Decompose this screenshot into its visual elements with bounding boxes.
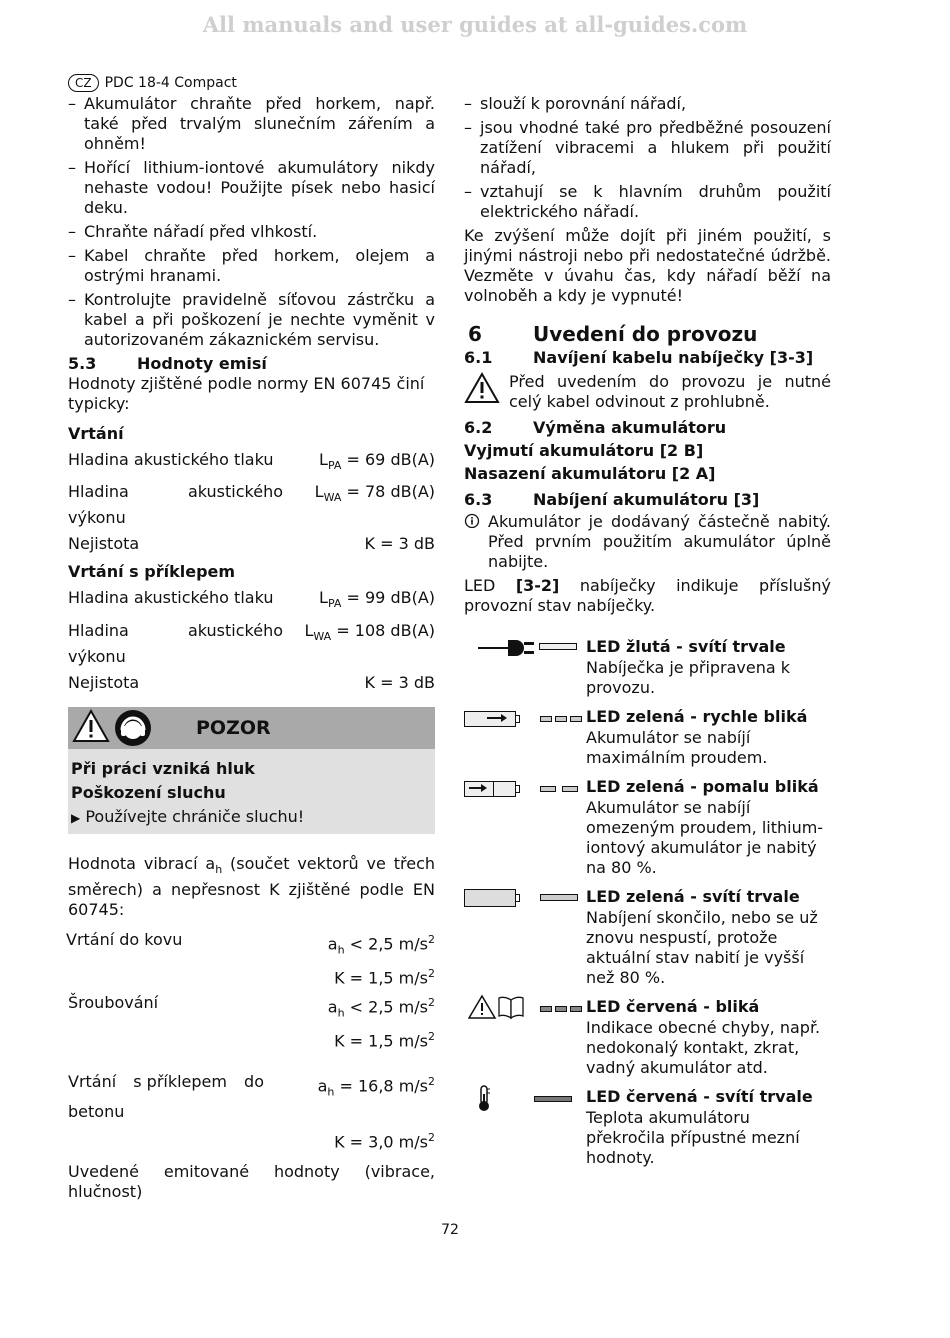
led-fast-blink-icon [540, 716, 582, 722]
led-text: Nabíjení skončilo, nebo se už znovu nespustí, protože aktuální stav nabití je vyšší než 80 %. [586, 908, 818, 987]
led-text: Indikace obecné chyby, např. nedokonalý kontakt, zkrat, vadný akumulátor atd. [586, 1018, 821, 1077]
warning-instruction: ▶ Používejte chrániče sluchu! [71, 806, 305, 826]
led-title: LED zelená - rychle bliká [586, 707, 808, 726]
warning-box [68, 707, 435, 834]
warning-line: Při práci vzniká hluk [71, 758, 255, 778]
cable-warning [464, 372, 831, 412]
cable-warning-text: Před uvedením do provozu je nutné celý kabel odvinout z prohlubně. [509, 372, 831, 411]
hammer-heading: Vrtání s příklepem [68, 562, 236, 582]
led-title: LED červená - bliká [586, 997, 760, 1016]
info-icon [464, 512, 488, 572]
warning-body [68, 749, 435, 834]
vib-metal-row: Vrtání do kovu $a_h < 2,5$ $m/s^2$ [66, 929, 435, 957]
vibration-intro: Hodnota vibrací $a_h$ (součet vektorů ve třech směrech) a nepřesnost K zjištěné podle EN 60745: [68, 853, 435, 919]
list-item: – Kontrolujte pravidelně síťovou zástrčku a kabel a při poškození je nechte vyměnit v autorizovaném zákaznickém servisu. [68, 290, 435, 350]
warning-line: Poškození sluchu [71, 782, 226, 802]
led-intro: LED [3-2] nabíječky indikuje příslušný provozní stav nabíječky. [464, 576, 831, 615]
section-heading-6-3: 6.3 Nabíjení akumulátoru [3] [464, 490, 760, 509]
led-status-item [464, 776, 831, 878]
drill-pressure-row: Hladina akustického tlaku $L_{PA} = 69$ dB(A) [68, 450, 435, 473]
led-text: Nabíječka je připravena k provozu. [586, 658, 791, 697]
led-text: Teplota akumulátoru překročila přípustné mezní hodnoty. [586, 1108, 800, 1167]
section-heading-5-3: 5.3 Hodnoty emisí [68, 354, 267, 373]
led-steady-icon [534, 1096, 572, 1102]
battery-tip [515, 715, 520, 723]
led-status-item [464, 886, 831, 988]
list-item: – jsou vhodné také pro předběžné posouzení zatížení vibracemi a hlukem při použití nářadí, [464, 118, 831, 178]
led-status-item [464, 996, 831, 1078]
warning-manual-icon [468, 994, 528, 1020]
warning-triangle-icon [464, 372, 504, 406]
right-column [464, 94, 831, 1176]
ear-protection-icon [114, 709, 152, 747]
charging-info [464, 512, 831, 572]
battery-tip [515, 785, 520, 793]
battery-full-icon [464, 889, 516, 907]
led-steady-icon [540, 894, 578, 901]
left-column [68, 94, 435, 1202]
list-item: – slouží k porovnání nářadí, [464, 94, 831, 114]
battery-partial-icon [464, 781, 516, 797]
drill-power-label-cont: výkonu [68, 508, 126, 528]
battery-charging-icon [464, 711, 516, 727]
section-heading-6: 6 Uvedení do provozu [468, 322, 758, 346]
led-status-item [464, 1086, 831, 1168]
list-item: – vztahují se k hlavním druhům použití elektrického nářadí. [464, 182, 831, 222]
usage-note: Ke zvýšení může dojít při jiném použití, s jinými nástroji nebo při nedostatečné údržbě. Vezměte v úvahu čas, kdy nářadí běží na volnoběh a kdy je vypnuté! [464, 226, 831, 305]
watermark-banner: All manuals and user guides at all-guides.com [202, 12, 748, 37]
insert-battery-heading: Nasazení akumulátoru [2 A] [464, 464, 716, 483]
led-blink-icon [540, 1006, 582, 1012]
led-status-item [464, 706, 831, 768]
warning-triangle-icon [72, 709, 110, 743]
charging-info-text: Akumulátor je dodávaný částečně nabitý. Před prvním použitím akumulátor úplně nabijte. [488, 512, 831, 571]
led-title: LED červená - svítí trvale [586, 1087, 813, 1106]
vib-screw-row: Šroubování $a_h < 2,5$ $m/s^2$ [68, 992, 435, 1020]
drill-uncertainty-row: Nejistota K = 3 dB [68, 534, 435, 554]
hammer-power-label-cont: výkonu [68, 646, 126, 666]
hammer-pressure-row: Hladina akustického tlaku $L_{PA} = 99$ dB(A) [68, 588, 435, 611]
led-steady-icon [539, 643, 577, 650]
led-slow-blink-icon [540, 786, 578, 792]
hammer-power-row: Hladina akustického $L_{WA} = 108$ dB(A) [68, 620, 435, 643]
thermometer-icon [476, 1084, 492, 1112]
closing-text: Uvedené emitované hodnoty (vibrace, hlučnost) [68, 1162, 435, 1202]
hammer-uncertainty-row: Nejistota K = 3 dB [68, 672, 435, 692]
vib-screw-k: K = 1,5 $m/s^2$ [334, 1030, 435, 1051]
battery-tip [515, 894, 520, 902]
led-title: LED žlutá - svítí trvale [586, 637, 786, 656]
play-triangle-icon: ▶ [71, 810, 81, 825]
vib-concrete-row: Vrtání s příklepem do $a_h = 16,8$ $m/s^2$ [68, 1071, 435, 1099]
language-badge: CZ [68, 74, 99, 92]
warning-title: POZOR [196, 716, 271, 739]
page-number: 72 [441, 1222, 459, 1238]
list-item: – Akumulátor chraňte před horkem, např. také před trvalým slunečním zářením a ohněm! [68, 94, 435, 154]
led-status-item [464, 636, 831, 698]
list-item: – Hořící lithium-iontové akumulátory nikdy nehaste vodou! Použijte písek nebo hasicí deku. [68, 158, 435, 218]
led-title: LED zelená - pomalu bliká [586, 777, 819, 796]
warning-header [68, 707, 435, 749]
list-item: – Chraňte nářadí před vlhkostí. [68, 222, 435, 242]
remove-battery-heading: Vyjmutí akumulátoru [2 B] [464, 441, 704, 460]
section-heading-6-2: 6.2 Výměna akumulátoru [464, 418, 727, 437]
vib-concrete-k: K = 3,0 $m/s^2$ [334, 1131, 435, 1152]
model-name: PDC 18-4 Compact [104, 75, 237, 91]
led-text: Akumulátor se nabíjí maximálním proudem. [586, 728, 768, 767]
emission-intro: Hodnoty zjištěné podle normy EN 60745 činí typicky: [68, 374, 425, 413]
drill-power-row: Hladina akustického $L_{WA} = 78$ dB(A) [68, 482, 435, 505]
page-header [68, 74, 237, 92]
section-heading-6-1: 6.1 Navíjení kabelu nabíječky [3-3] [464, 348, 814, 367]
plug-icon [478, 636, 534, 660]
vib-metal-k: K = 1,5 $m/s^2$ [334, 967, 435, 988]
list-item: – Kabel chraňte před horkem, olejem a ostrými hranami. [68, 246, 435, 286]
drill-heading: Vrtání [68, 424, 124, 443]
led-title: LED zelená - svítí trvale [586, 887, 800, 906]
led-text: Akumulátor se nabíjí omezeným proudem, lithium-iontový akumulátor je nabitý na 80 %. [586, 798, 824, 877]
vib-concrete-label-cont: betonu [68, 1102, 125, 1122]
